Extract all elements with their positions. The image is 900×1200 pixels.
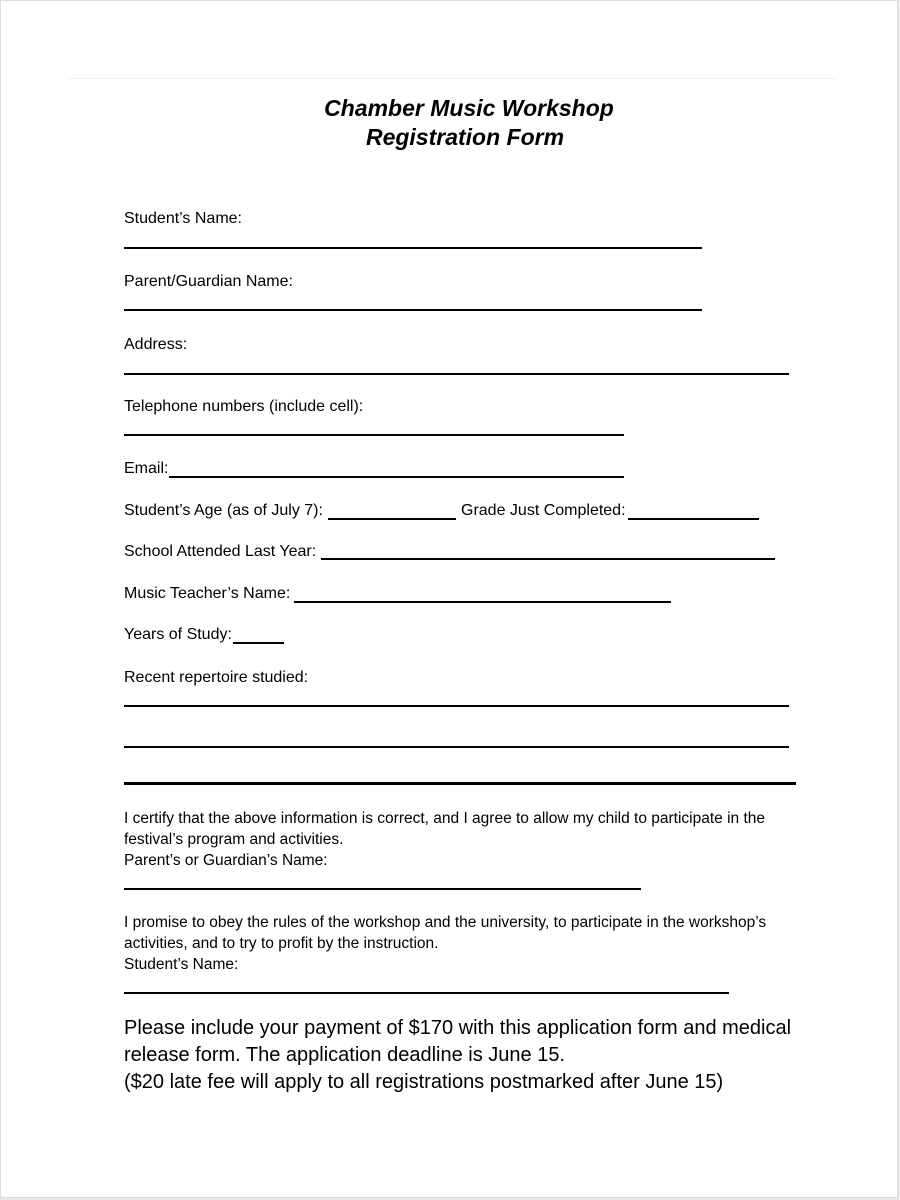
payment-note-line-3: ($20 late fee will apply to all registrations postmarked after June 15): [124, 1071, 724, 1093]
repertoire-line-3[interactable]: [124, 782, 796, 785]
parent-guardian-signature-label: Parent’s or Guardian’s Name:: [124, 852, 328, 869]
grade-completed-field[interactable]: [628, 518, 759, 520]
music-teacher-label: Music Teacher’s Name:: [124, 585, 291, 602]
grade-completed-label: Grade Just Completed:: [461, 502, 626, 519]
telephone-field[interactable]: [124, 434, 624, 436]
recent-repertoire-label: Recent repertoire studied:: [124, 669, 309, 686]
parent-guardian-name-field[interactable]: [124, 309, 702, 311]
years-of-study-field[interactable]: [233, 642, 284, 644]
parent-guardian-name-label: Parent/Guardian Name:: [124, 273, 293, 290]
parent-certification-text-1: I certify that the above information is correct, and I agree to allow my child to participate in the: [124, 810, 765, 827]
telephone-label: Telephone numbers (include cell):: [124, 398, 364, 415]
payment-note: [124, 1015, 824, 1096]
parent-guardian-signature-field[interactable]: [124, 888, 641, 890]
top-divider: [67, 78, 837, 79]
music-teacher-field[interactable]: [294, 601, 671, 603]
payment-note-line-1: Please include your payment of $170 with this application form and medical: [124, 1017, 792, 1039]
repertoire-line-2[interactable]: [124, 746, 789, 748]
student-age-label: Student’s Age (as of July 7):: [124, 502, 323, 519]
parent-certification-text-2: festival’s program and activities.: [124, 831, 344, 848]
address-field[interactable]: [124, 373, 789, 375]
student-signature-field[interactable]: [124, 992, 729, 994]
address-label: Address:: [124, 336, 188, 353]
student-promise: [124, 912, 804, 975]
student-name-label: Student’s Name:: [124, 210, 242, 227]
student-name-field[interactable]: [124, 247, 702, 249]
form-subtitle: Registration Form: [365, 124, 565, 150]
school-attended-field[interactable]: [321, 558, 775, 560]
years-of-study-label: Years of Study:: [124, 626, 232, 643]
student-age-field[interactable]: [328, 518, 456, 520]
student-promise-text-2: activities, and to try to profit by the instruction.: [124, 935, 439, 952]
email-field[interactable]: [169, 476, 624, 478]
student-signature-label: Student’s Name:: [124, 956, 239, 973]
repertoire-line-1[interactable]: [124, 705, 789, 707]
email-label: Email:: [124, 460, 169, 477]
payment-note-line-2: release form. The application deadline is June 15.: [124, 1044, 566, 1066]
parent-certification: [124, 808, 804, 871]
school-attended-label: School Attended Last Year:: [124, 543, 317, 560]
form-title: Chamber Music Workshop: [324, 95, 614, 121]
student-promise-text-1: I promise to obey the rules of the workshop and the university, to participate in the workshop’s: [124, 914, 767, 931]
